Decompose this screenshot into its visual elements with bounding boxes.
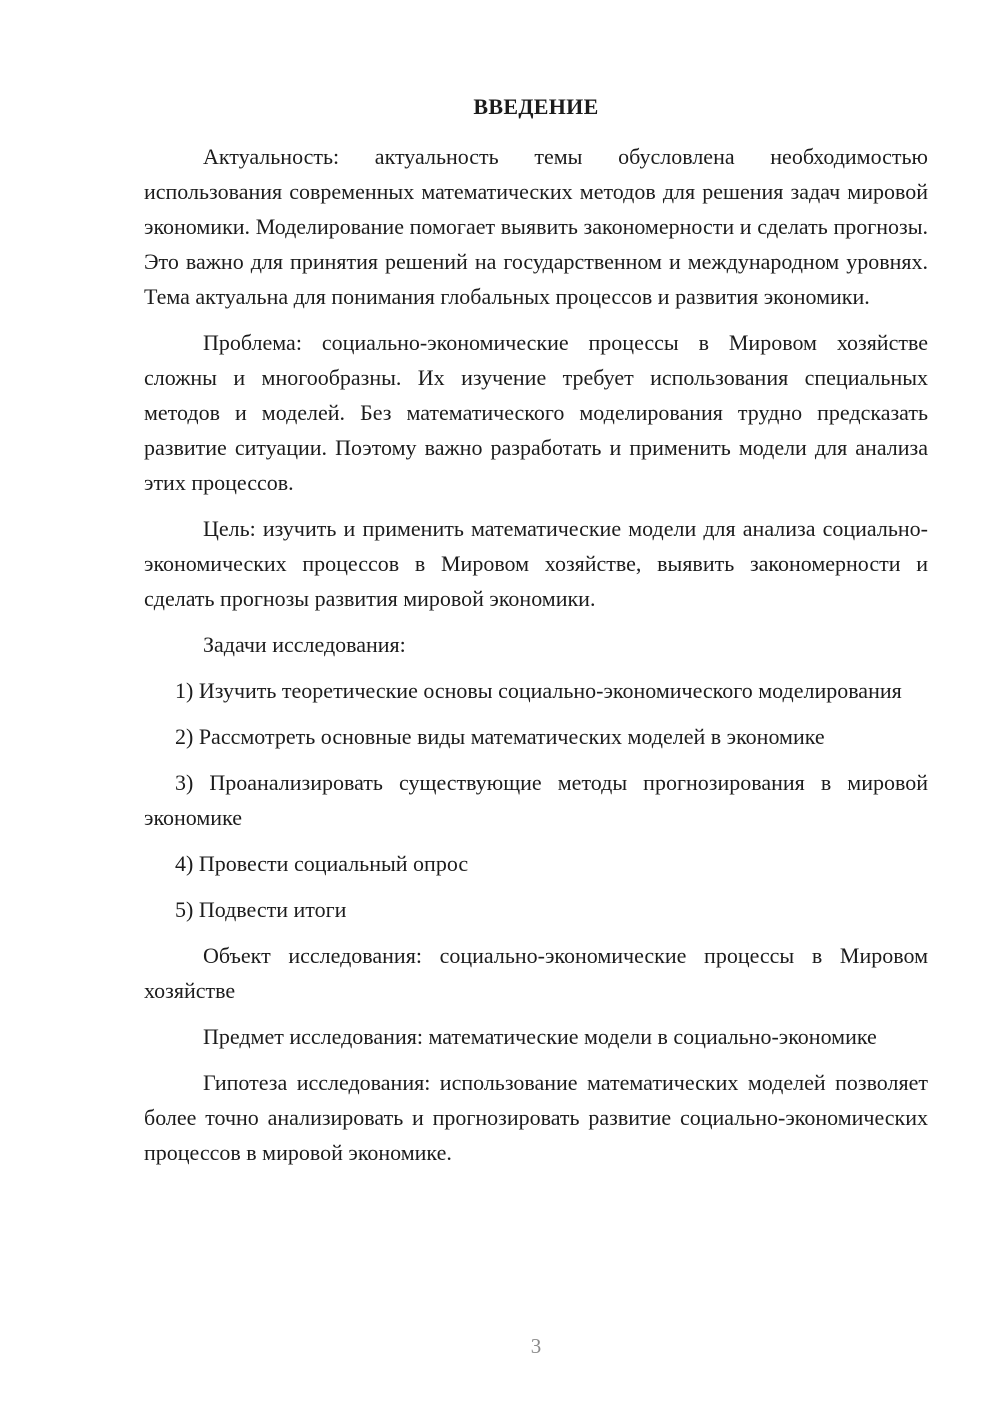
list-item: 2) Рассмотреть основные виды математических моделей в экономике <box>175 724 825 749</box>
paragraph-subject: Предмет исследования: математические модели в социально-экономике <box>203 1024 877 1049</box>
page-title: ВВЕДЕНИЕ <box>473 94 599 119</box>
list-item: 1) Изучить теоретические основы социально-экономического моделирования <box>175 678 902 703</box>
document-body <box>144 139 928 1181</box>
paragraph-problem: Проблема: социально-экономические процессы в Мировом хозяйстве сложны и многообразны. Их изучение требует использования специальных методов и моделей. Без математического моделирования трудно предсказать развитие ситуации. Поэтому важно разработать и применить модели для анализа этих процессов. <box>144 330 928 495</box>
list-item: 3) Проанализировать существующие методы прогнозирования в мировой экономике <box>144 770 928 830</box>
paragraph-goal: Цель: изучить и применить математические модели для анализа социально-экономических процессов в Мировом хозяйстве, выявить закономерности и сделать прогнозы развития мировой экономики. <box>144 516 928 611</box>
list-item: 5) Подвести итоги <box>175 897 347 922</box>
paragraph-hypothesis: Гипотеза исследования: использование математических моделей позволяет более точно анализировать и прогнозировать развитие социально-экономических процессов в мировой экономике. <box>144 1070 928 1165</box>
paragraph-relevance: Актуальность: актуальность темы обусловлена необходимостью использования современных математических методов для решения задач мировой экономики. Моделирование помогает выявить закономерности и сделать прогнозы. Это важно для принятия решений на государственном и международном уровнях. Тема актуальна для понимания глобальных процессов и развития экономики. <box>144 144 928 309</box>
list-item: 4) Провести социальный опрос <box>175 851 469 876</box>
paragraph-tasks-heading: Задачи исследования: <box>203 632 406 657</box>
page-number: 3 <box>530 1334 542 1358</box>
paragraph-object: Объект исследования: социально-экономические процессы в Мировом хозяйстве <box>144 943 928 1003</box>
